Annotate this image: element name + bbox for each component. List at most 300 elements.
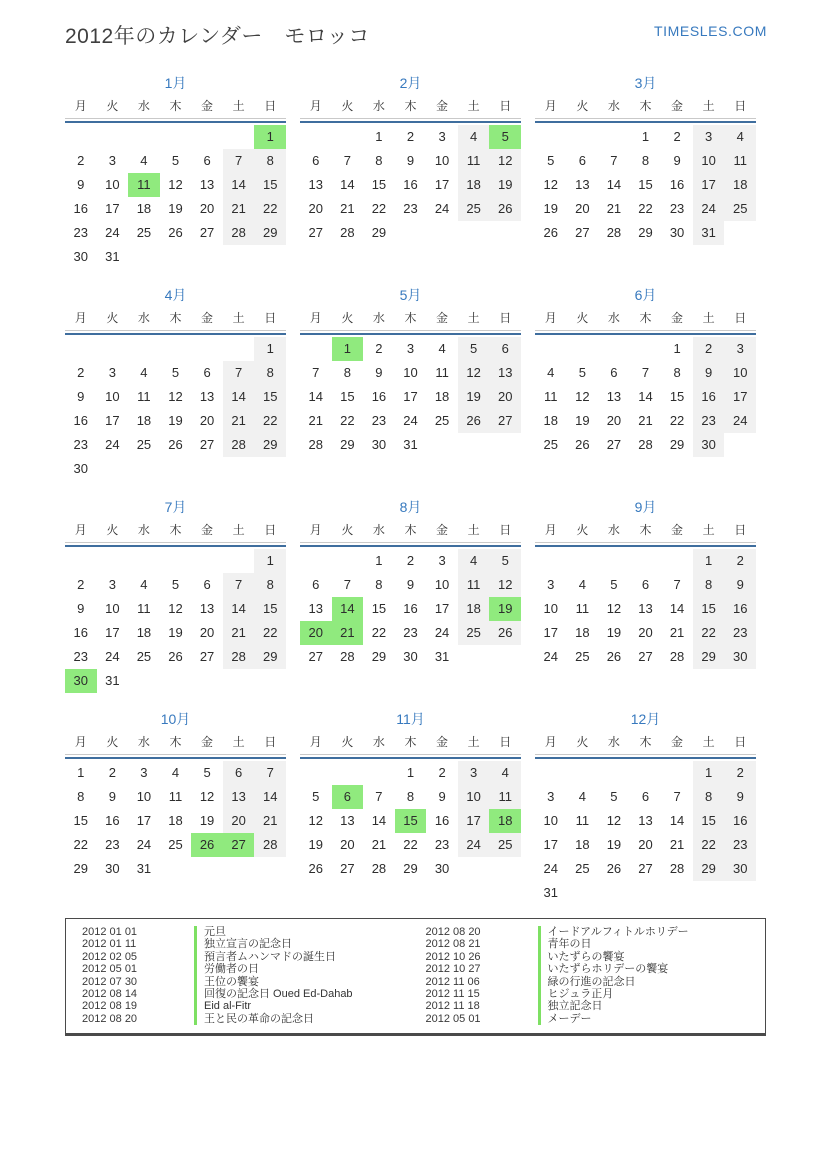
weekday-label: 金 [436,523,449,537]
weekday-label: 土 [702,523,715,537]
legend-row [416,926,760,938]
day-cell: 12 [199,789,215,804]
weekday-label: 日 [734,311,747,325]
holiday-day-cell: 1 [254,125,286,149]
weekday-label: 金 [671,311,684,325]
day-cell: 21 [254,809,286,833]
day-cell: 24 [543,649,559,664]
weekday-label: 金 [436,735,449,749]
day-cell: 19 [168,201,183,216]
day-cell: 5 [610,789,618,804]
day-cell: 28 [223,645,255,669]
day-cell: 19 [543,201,559,216]
weekday-label: 月 [74,735,87,749]
legend-date: 2012 08 20 [82,1012,138,1025]
legend-date: 2012 01 11 [82,938,137,951]
weekday-label: 火 [106,735,119,749]
day-cell: 5 [458,337,490,361]
day-cell: 8 [693,573,725,597]
day-cell: 22 [693,833,725,857]
day-cell: 23 [105,837,120,852]
day-cell: 2 [77,153,85,168]
day-cell: 16 [403,601,418,616]
empty-cell [567,125,599,149]
days-grid [65,125,286,269]
day-cell: 13 [308,177,324,192]
month-8 [300,497,521,694]
day-cell: 10 [458,785,490,809]
day-cell: 18 [168,813,183,828]
month-7 [65,497,286,694]
day-cell: 31 [105,673,120,688]
legend-date: 2012 11 15 [425,988,480,1001]
empty-cell [97,125,129,149]
empty-cell [598,549,630,573]
months-grid [65,73,756,906]
day-cell: 2 [77,577,85,592]
day-cell: 23 [724,621,756,645]
day-cell: 5 [171,153,180,168]
day-cell: 22 [371,625,387,640]
days-grid [300,549,521,669]
month-title: 2月 [399,75,422,91]
day-cell: 8 [693,785,725,809]
day-cell: 23 [73,649,89,664]
day-cell: 5 [171,365,180,380]
weekday-label: 土 [702,99,715,113]
weekday-label: 木 [404,311,417,325]
weekday-label: 日 [734,735,747,749]
legend-row [416,1000,760,1012]
day-cell: 24 [724,409,756,433]
weekday-header-row [535,97,756,119]
day-cell: 21 [638,413,653,428]
empty-cell [332,125,364,149]
day-cell: 27 [606,437,622,452]
weekday-label: 水 [137,99,150,113]
day-cell: 24 [543,861,559,876]
header-rule [535,121,756,123]
empty-cell [223,337,255,361]
day-cell: 19 [606,625,622,640]
empty-cell [300,549,332,573]
day-cell: 13 [638,813,653,828]
day-cell: 28 [254,833,286,857]
day-cell: 1 [693,549,725,573]
day-cell: 8 [641,153,650,168]
day-cell: 23 [403,625,418,640]
day-cell: 20 [638,625,653,640]
weekday-label: 土 [702,735,715,749]
day-cell: 13 [308,601,324,616]
day-cell: 1 [254,337,286,361]
weekday-label: 火 [106,99,119,113]
legend-holiday-name: Eid al-Fitr [194,1000,251,1012]
header-rule [535,333,756,335]
day-cell: 29 [693,857,725,881]
day-cell: 12 [168,177,183,192]
legend-holiday-name: 元旦 [194,926,226,938]
day-cell: 20 [575,201,590,216]
weekday-label: 日 [264,311,277,325]
day-cell: 22 [638,201,653,216]
day-cell: 22 [254,409,286,433]
weekday-label: 水 [137,735,150,749]
day-cell: 24 [434,625,450,640]
day-cell: 7 [641,365,650,380]
empty-cell [300,125,332,149]
day-cell: 27 [575,225,590,240]
weekday-label: 木 [639,99,652,113]
day-cell: 8 [343,365,351,380]
holiday-day-cell: 15 [395,809,427,833]
empty-cell [332,549,364,573]
day-cell: 14 [223,597,255,621]
day-cell: 28 [606,225,622,240]
day-cell: 25 [136,437,152,452]
day-cell: 20 [489,385,521,409]
day-cell: 18 [136,201,152,216]
day-cell: 13 [340,813,355,828]
day-cell: 29 [638,225,653,240]
weekday-label: 木 [169,523,182,537]
day-cell: 20 [308,201,324,216]
day-cell: 12 [308,813,324,828]
empty-cell [223,125,255,149]
holiday-day-cell: 5 [489,125,521,149]
day-cell: 9 [77,389,85,404]
weekday-label: 月 [309,735,322,749]
empty-cell [223,549,255,573]
day-cell: 26 [575,437,590,452]
legend-date: 2012 11 06 [425,975,480,988]
holiday-day-cell: 14 [332,597,364,621]
day-cell: 1 [375,129,383,144]
day-cell: 1 [693,761,725,785]
legend-holiday-name: いたずらホリデーの饗宴 [538,963,669,975]
day-cell: 3 [547,577,555,592]
day-cell: 7 [673,577,681,592]
empty-cell [191,125,223,149]
day-cell: 22 [254,621,286,645]
day-cell: 17 [434,177,450,192]
empty-cell [630,549,662,573]
month-title: 12月 [630,711,661,727]
month-title: 10月 [160,711,191,727]
weekday-label: 火 [341,99,354,113]
days-grid [535,337,756,457]
month-5 [300,285,521,482]
day-cell: 12 [543,177,559,192]
day-cell: 2 [693,337,725,361]
day-cell: 12 [489,573,521,597]
day-cell: 12 [168,601,183,616]
month-10 [65,709,286,906]
legend-date: 2012 08 14 [82,988,138,1001]
day-cell: 13 [606,389,622,404]
weekday-label: 日 [734,523,747,537]
day-cell: 11 [168,789,183,804]
day-cell: 4 [489,761,521,785]
day-cell: 15 [693,809,725,833]
weekday-label: 日 [499,99,512,113]
day-cell: 6 [223,761,255,785]
empty-cell [160,549,192,573]
header-rule [300,545,521,547]
day-cell: 6 [203,577,211,592]
empty-cell [128,549,160,573]
day-cell: 23 [73,437,89,452]
weekday-label: 土 [467,99,480,113]
weekday-label: 木 [639,523,652,537]
legend-date: 2012 02 05 [82,950,138,963]
day-cell: 14 [669,601,685,616]
month-title: 8月 [399,499,422,515]
day-cell: 20 [638,837,653,852]
day-cell: 30 [105,861,120,876]
day-cell: 8 [254,573,286,597]
day-cell: 12 [606,813,622,828]
day-cell: 25 [724,197,756,221]
day-cell: 13 [489,361,521,385]
day-cell: 21 [371,837,387,852]
header-rule [300,121,521,123]
day-cell: 24 [105,225,120,240]
legend-row [72,951,416,963]
day-cell: 19 [606,837,622,852]
day-cell: 1 [406,765,415,780]
day-cell: 7 [375,789,383,804]
day-cell: 13 [199,389,215,404]
header-rule [535,545,756,547]
day-cell: 5 [547,153,555,168]
day-cell: 30 [434,861,450,876]
day-cell: 11 [544,389,558,404]
day-cell: 2 [438,765,446,780]
day-cell: 16 [73,625,89,640]
day-cell: 26 [606,861,622,876]
day-cell: 31 [543,885,559,900]
day-cell: 4 [578,577,586,592]
day-cell: 15 [371,177,387,192]
day-cell: 9 [693,361,725,385]
legend-row [72,988,416,1000]
day-cell: 16 [434,813,450,828]
weekday-label: 金 [201,311,214,325]
day-cell: 18 [458,597,490,621]
day-cell: 16 [669,177,685,192]
day-cell: 4 [458,549,490,573]
day-cell: 7 [610,153,618,168]
day-cell: 16 [73,413,89,428]
weekday-label: 木 [639,311,652,325]
day-cell: 3 [458,761,490,785]
day-cell: 11 [137,601,151,616]
day-cell: 15 [693,597,725,621]
holiday-day-cell: 18 [489,809,521,833]
weekday-label: 日 [264,523,277,537]
weekday-label: 月 [309,99,322,113]
day-cell: 26 [308,861,324,876]
month-title: 1月 [164,75,187,91]
day-cell: 28 [638,437,653,452]
days-grid [65,549,286,693]
days-grid [300,761,521,881]
weekday-label: 水 [607,523,620,537]
day-cell: 14 [223,385,255,409]
day-cell: 25 [458,621,490,645]
empty-cell [160,337,192,361]
day-cell: 6 [203,153,211,168]
empty-cell [191,337,223,361]
empty-cell [661,761,693,785]
day-cell: 18 [575,625,590,640]
legend-holiday-name: 独立宣言の記念日 [194,938,292,950]
weekday-header-row [65,97,286,119]
weekday-label: 土 [467,311,480,325]
day-cell: 4 [171,765,180,780]
day-cell: 3 [108,153,116,168]
days-grid [535,549,756,669]
day-cell: 17 [136,813,152,828]
weekday-label: 月 [544,523,557,537]
day-cell: 8 [375,577,383,592]
day-cell: 25 [168,837,183,852]
day-cell: 22 [403,837,418,852]
empty-cell [630,761,662,785]
day-cell: 3 [406,341,415,356]
legend-row [72,938,416,950]
day-cell: 21 [223,197,255,221]
day-cell: 9 [406,153,415,168]
legend-holiday-name: 預言者ムハンマドの誕生日 [194,951,336,963]
legend-holiday-name: 青年の日 [538,938,592,950]
day-cell: 24 [105,437,120,452]
day-cell: 14 [308,389,324,404]
weekday-label: 土 [232,735,245,749]
day-cell: 21 [223,621,255,645]
day-cell: 10 [105,601,120,616]
day-cell: 3 [693,125,725,149]
day-cell: 3 [724,337,756,361]
legend-column-2 [416,926,760,1025]
day-cell: 19 [458,385,490,409]
day-cell: 16 [371,389,387,404]
day-cell: 14 [254,785,286,809]
weekday-label: 水 [372,735,385,749]
day-cell: 13 [223,785,255,809]
day-cell: 10 [724,361,756,385]
weekday-label: 金 [671,523,684,537]
day-cell: 26 [489,621,521,645]
holiday-day-cell: 27 [223,833,255,857]
day-cell: 12 [575,389,590,404]
day-cell: 22 [669,413,685,428]
day-cell: 1 [77,765,85,780]
weekday-label: 木 [169,735,182,749]
month-title: 4月 [164,287,187,303]
day-cell: 17 [105,625,120,640]
day-cell: 7 [254,761,286,785]
month-title: 6月 [634,287,657,303]
legend-date: 2012 08 19 [82,1000,138,1013]
day-cell: 27 [199,437,215,452]
legend-date: 2012 10 26 [425,950,481,963]
header-rule [300,333,521,335]
weekday-label: 火 [576,311,589,325]
day-cell: 25 [489,833,521,857]
day-cell: 17 [543,837,559,852]
day-cell: 10 [105,389,120,404]
day-cell: 12 [489,149,521,173]
holiday-legend-box [65,918,766,1036]
day-cell: 31 [403,437,418,452]
days-grid [300,337,521,457]
day-cell: 30 [724,645,756,669]
header-rule [65,333,286,335]
weekday-header-row [65,733,286,755]
weekday-label: 金 [671,735,684,749]
day-cell: 5 [203,765,211,780]
day-cell: 7 [343,153,351,168]
day-cell: 24 [458,833,490,857]
day-cell: 23 [693,409,725,433]
month-3 [535,73,756,270]
day-cell: 20 [199,413,215,428]
weekday-label: 金 [671,99,684,113]
day-cell: 28 [308,437,324,452]
day-cell: 25 [136,225,152,240]
day-cell: 25 [575,861,590,876]
month-9 [535,497,756,694]
day-cell: 16 [724,809,756,833]
day-cell: 11 [489,785,521,809]
month-title: 9月 [634,499,657,515]
legend-row [416,1013,760,1025]
day-cell: 9 [77,177,85,192]
day-cell: 7 [343,577,351,592]
day-cell: 17 [434,601,450,616]
empty-cell [97,549,129,573]
day-cell: 24 [403,413,418,428]
day-cell: 11 [435,365,449,380]
day-cell: 29 [254,645,286,669]
legend-row [416,951,760,963]
weekday-label: 木 [169,99,182,113]
day-cell: 20 [606,413,622,428]
site-logo-link[interactable]: TIMESLES.COM [654,23,767,39]
day-cell: 14 [371,813,387,828]
weekday-label: 金 [201,99,214,113]
holiday-day-cell: 26 [191,833,223,857]
day-cell: 26 [606,649,622,664]
day-cell: 6 [312,577,320,592]
day-cell: 12 [168,389,183,404]
day-cell: 7 [312,365,320,380]
day-cell: 19 [199,813,215,828]
day-cell: 13 [638,601,653,616]
day-cell: 14 [638,389,653,404]
day-cell: 6 [489,337,521,361]
empty-cell [65,125,97,149]
days-grid [65,337,286,481]
day-cell: 4 [578,789,586,804]
holiday-day-cell: 19 [489,597,521,621]
day-cell: 23 [669,201,685,216]
day-cell: 1 [673,341,681,356]
weekday-label: 水 [137,311,150,325]
legend-holiday-name: ヒジュラ正月 [538,988,614,1000]
